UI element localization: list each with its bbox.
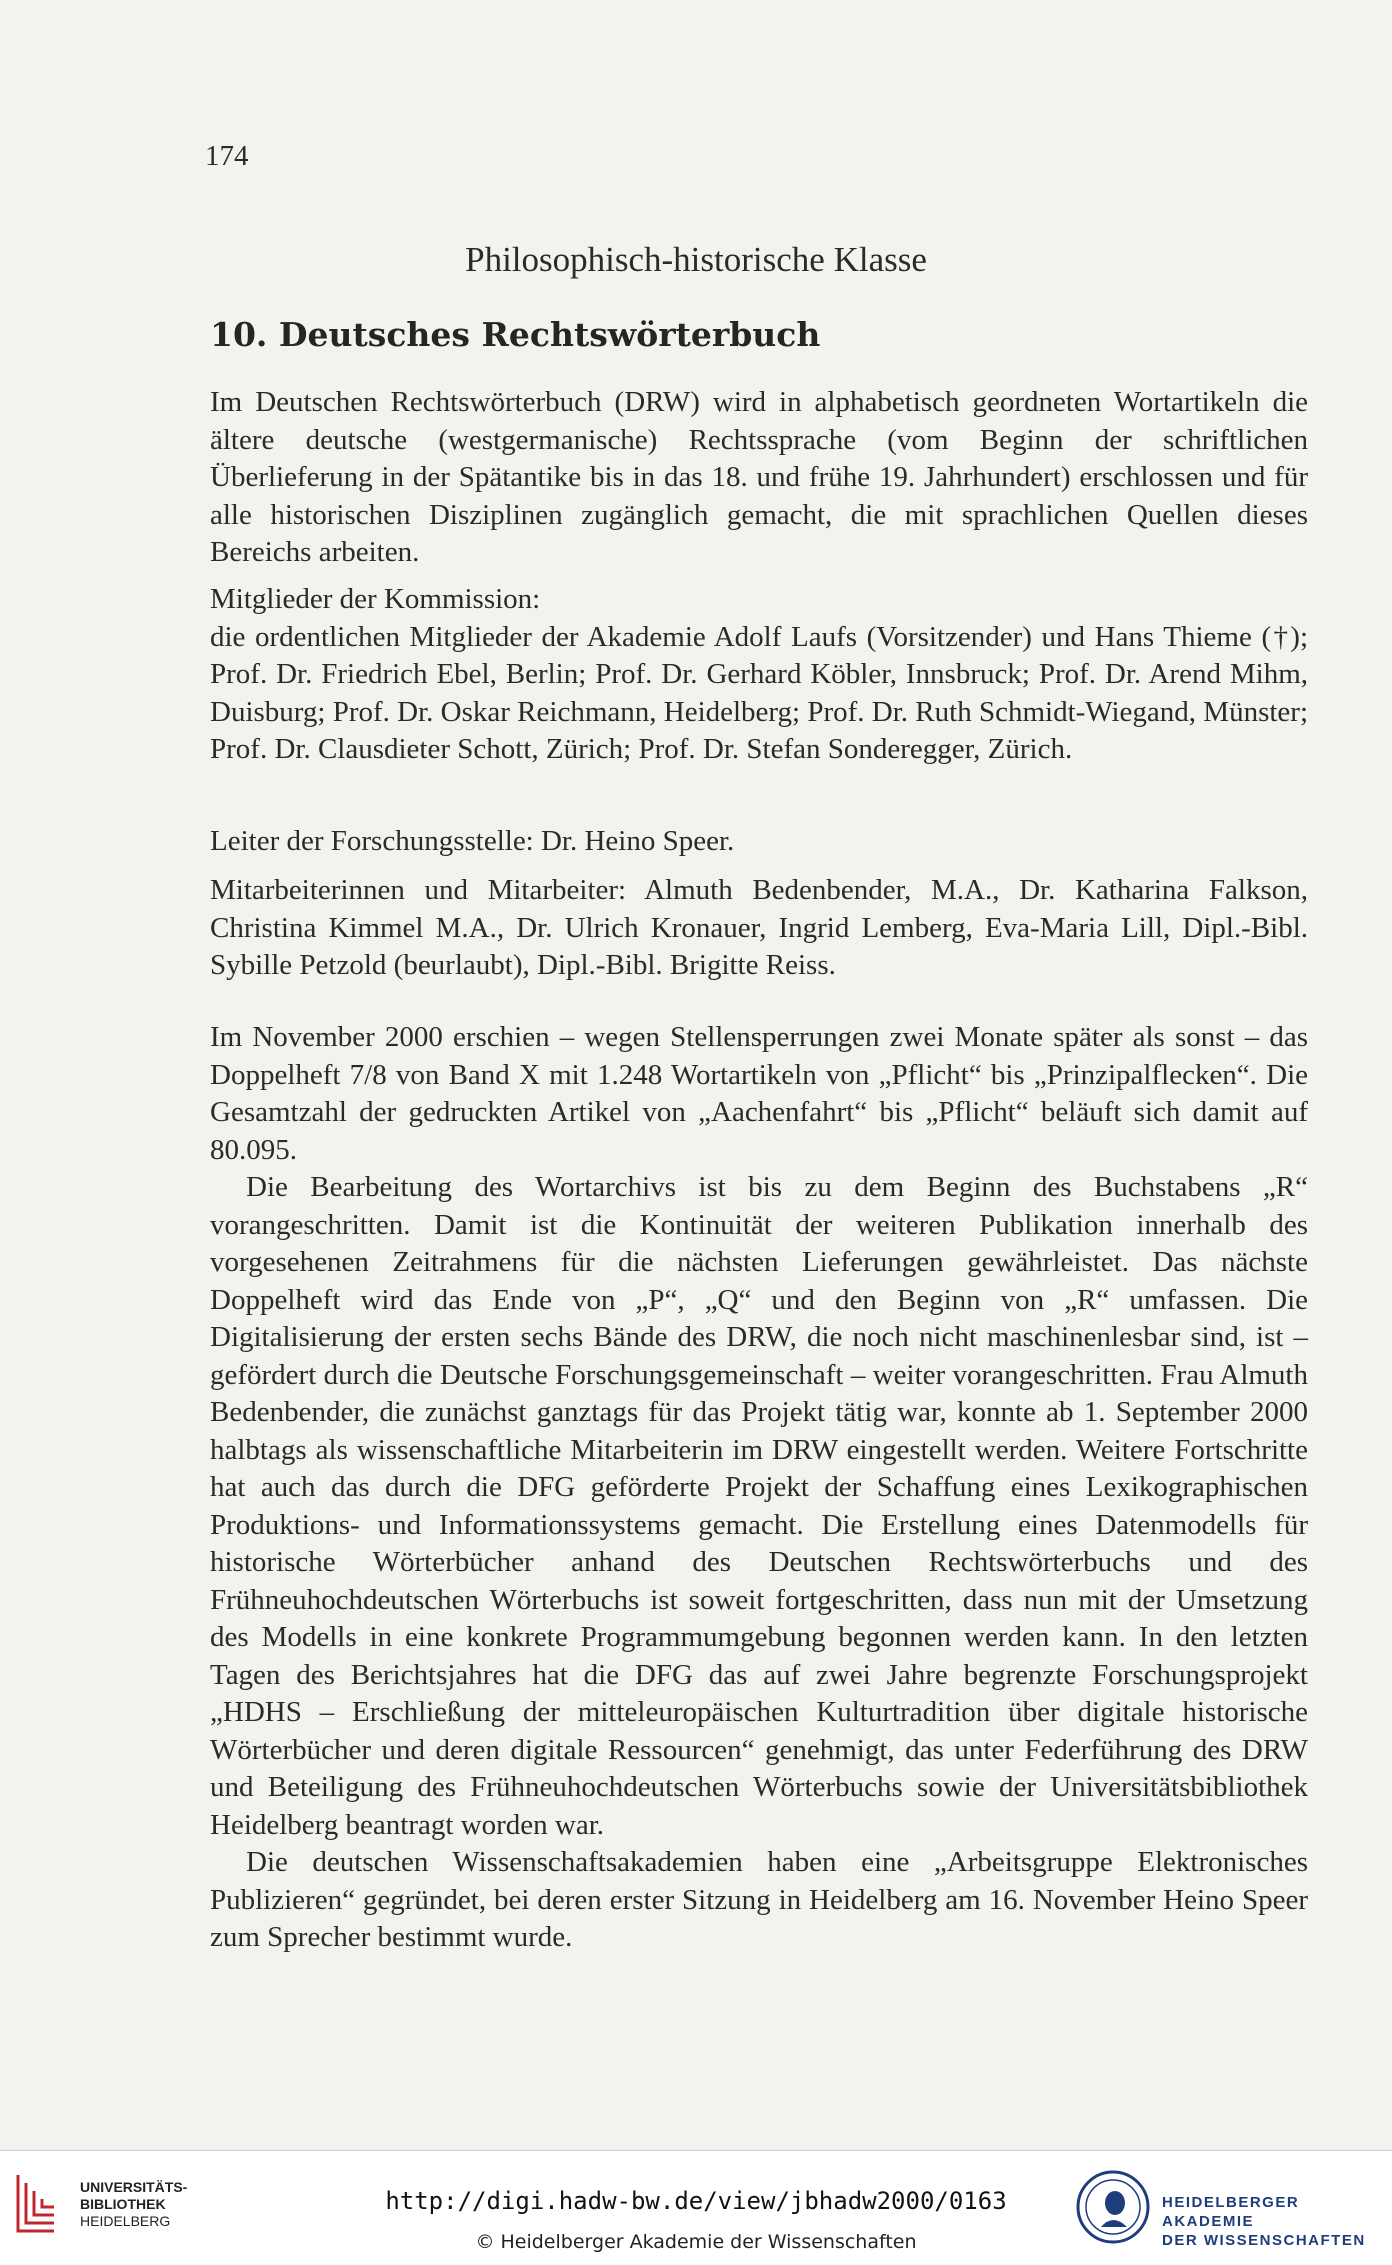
report-paragraph-1: Im November 2000 erschien – wegen Stellensperrungen zwei Monate später als sonst – das Doppelheft 7/8 von Band X mit 1.248 Wortartikeln von „Pflicht“ bis „Prinzipalflecken“. Die Gesamtzahl der gedruckten Artikel von „Aachenfahrt“ bis „Pflicht“ beläuft sich damit auf 80.095. (210, 1021, 1308, 1166)
library-name-line-1: UNIVERSITÄTS- (80, 2179, 188, 2195)
viewer-footer (0, 2150, 1392, 2265)
section-heading: 10. Deutsches Rechtswörterbuch (210, 315, 821, 354)
leader-text: Leiter der Forschungsstelle: Dr. Heino Speer. (210, 825, 735, 857)
intro-paragraph (210, 384, 1308, 572)
permalink-url[interactable]: http://digi.hadw-bw.de/view/jbhadw2000/0163 (385, 2187, 1007, 2215)
commission-label: Mitglieder der Kommission: (210, 583, 541, 615)
leader-line (210, 823, 1308, 861)
page-number: 174 (205, 140, 249, 172)
intro-text: Im Deutschen Rechtswörterbuch (DRW) wird in alphabetisch geordneten Wortartikeln die ältere deutsche (westgermanische) Rechtssprache (vom Beginn der schriftlichen Überlieferung in der Spätantike bis in das 18. und frühe 19. Jahrhundert) erschlossen und für alle historischen Disziplinen zugänglich gemacht, die mit sprachlichen Quellen dieses Bereichs arbeiten. (210, 386, 1308, 568)
academy-name-line-2: DER WISSENSCHAFTEN (1162, 2232, 1366, 2249)
report-paragraph-2: Die Bearbeitung des Wortarchivs ist bis zu dem Beginn des Buchstabens „R“ vorangeschritten. Damit ist die Kontinuität der weiteren Publikation innerhalb des vorgesehenen Zeitrahmens für die nächsten Lieferungen gewährleistet. Das nächste Doppelheft wird das Ende von „P“, „Q“ und den Beginn von „R“ umfassen. Die Digitalisierung der ersten sechs Bände des DRW, die noch nicht maschinenlesbar sind, ist – gefördert durch die Deutsche Forschungsgemeinschaft – weiter vorangeschritten. Frau Almuth Bedenbender, die zunächst ganztags für das Projekt tätig war, konnte ab 1. September 2000 halbtags als wissenschaftliche Mitarbeiterin im DRW eingestellt werden. Weitere Fortschritte hat auch das durch die DFG geförderte Projekt der Schaffung eines Lexikographischen Produktions- und Informationssystems gemacht. Die Erstellung eines Datenmodells für historische Wörterbücher anhand des Deutschen Rechtswörterbuchs und des Frühneuhochdeutschen Wörterbuchs ist soweit fortgeschritten, dass nun mit der Umsetzung des Modells in eine konkrete Programmumgebung begonnen werden kann. In den letzten Tagen des Berichtsjahres hat die DFG das auf zwei Jahre begrenzte Forschungsprojekt „HDHS – Erschließung der mitteleuropäischen Kulturtradition über digitale historische Wörterbücher und deren digitale Ressourcen“ genehmigt, das unter Federführung des DRW und Beteiligung des Frühneuhochdeutschen Wörterbuchs sowie der Universitätsbibliothek Heidelberg beantragt worden war. (210, 1171, 1308, 1841)
academy-name-line-1: HEIDELBERGER AKADEMIE (1162, 2194, 1300, 2230)
report-section (210, 1019, 1308, 1957)
library-name-line-3: HEIDELBERG (80, 2213, 171, 2229)
commission-members: die ordentlichen Mitglieder der Akademie Adolf Laufs (Vorsitzender) und Hans Thieme (†); Prof. Dr. Friedrich Ebel, Berlin; Prof. Dr. Gerhard Köbler, Innsbruck; Prof. Dr. Arend Mihm, Duisburg; Prof. Dr. Oskar Reichmann, Heidelberg; Prof. Dr. Ruth Schmidt-Wiegand, Münster; Prof. Dr. Clausdieter Schott, Zürich; Prof. Dr. Stefan Sonderegger, Zürich. (210, 620, 1309, 765)
staff-text: Mitarbeiterinnen und Mitarbeiter: Almuth Bedenbender, M.A., Dr. Katharina Falkson, Christina Kimmel M.A., Dr. Ulrich Kronauer, Ingrid Lemberg, Eva-Maria Lill, Dipl.-Bibl. Sybille Petzold (beurlaubt), Dipl.-Bibl. Brigitte Reiss. (210, 874, 1308, 981)
academy-name (1162, 2193, 1392, 2250)
staff-block (210, 872, 1308, 985)
report-paragraph-3: Die deutschen Wissenschaftsakademien haben eine „Arbeitsgruppe Elektronisches Publizieren“ gegründet, bei deren erster Sitzung in Heidelberg am 16. November Heino Speer zum Sprecher bestimmt wurde. (210, 1846, 1308, 1953)
academy-seal-icon (1075, 2169, 1151, 2245)
library-name-line-2: BIBLIOTHEK (80, 2196, 166, 2212)
commission-block (210, 581, 1308, 769)
copyright-notice: © Heidelberger Akademie der Wissenschaften (475, 2231, 917, 2253)
running-head: Philosophisch-historische Klasse (465, 240, 927, 279)
